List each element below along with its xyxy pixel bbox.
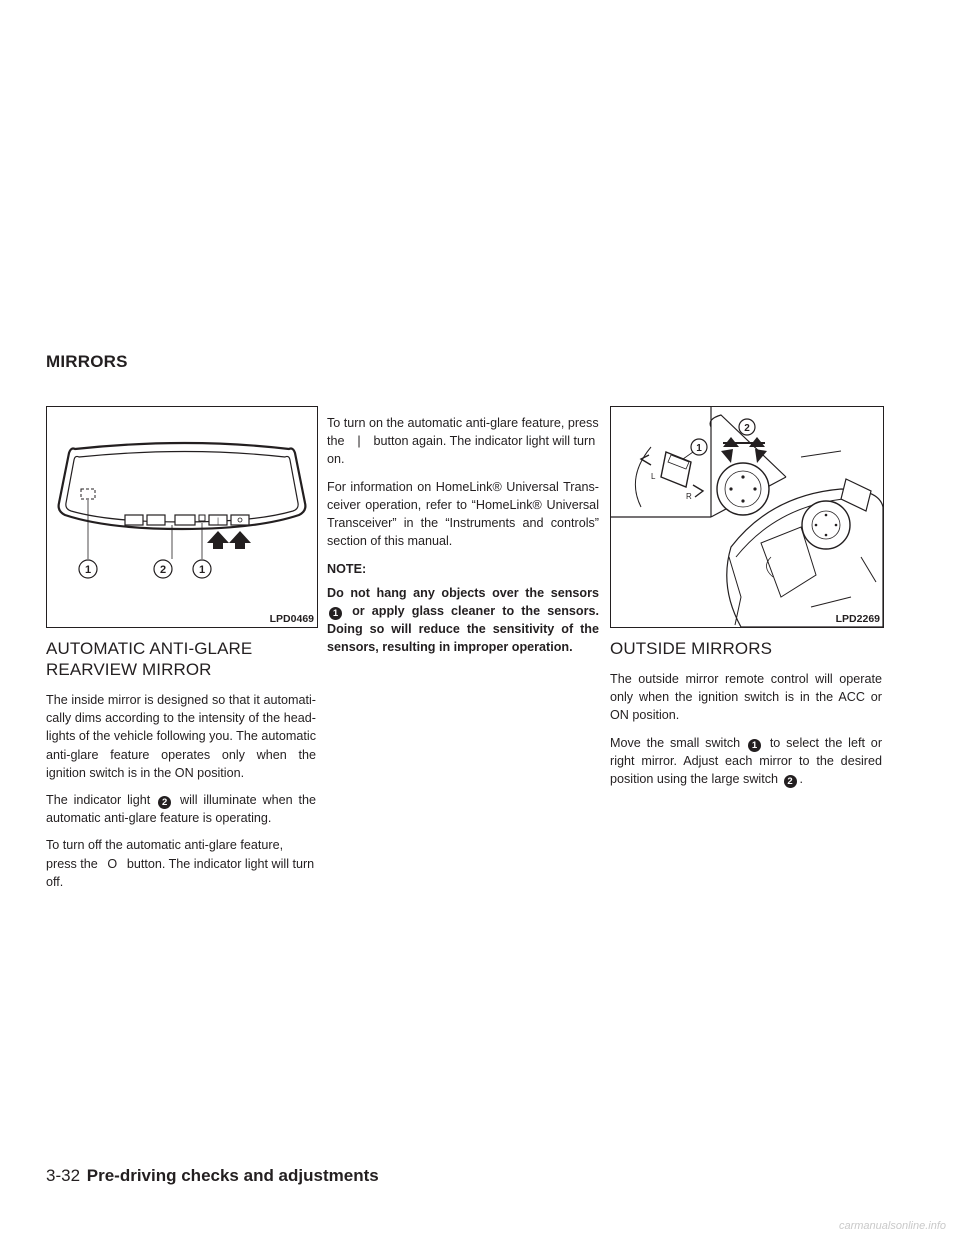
paragraph-text: To turn on the automatic anti-glare feature, press the bbox=[327, 416, 599, 449]
callout-label: 1 bbox=[84, 564, 92, 576]
svg-text:|: | bbox=[217, 518, 219, 525]
anti-glare-continued bbox=[327, 414, 599, 665]
chapter-title: Pre-driving checks and adjustments bbox=[86, 1166, 379, 1185]
paragraph-text: button again. The indicator light will turn on. bbox=[327, 434, 596, 467]
outside-mirror-switch-figure bbox=[610, 406, 884, 628]
paragraph-text: Move the small switch bbox=[610, 735, 741, 750]
anti-glare-heading-line1: AUTOMATIC ANTI-GLARE bbox=[46, 639, 253, 658]
figure-code: LPD2269 bbox=[835, 613, 880, 625]
off-button-glyph: O bbox=[107, 856, 118, 871]
note-text bbox=[327, 584, 599, 657]
callout-label: 1 bbox=[198, 564, 206, 576]
turn-on-paragraph bbox=[327, 414, 599, 469]
outside-mirrors-section bbox=[610, 638, 882, 797]
section-title: MIRRORS bbox=[46, 352, 128, 371]
svg-text:R: R bbox=[686, 492, 692, 501]
callout-2-icon: 2 bbox=[784, 775, 797, 788]
paragraph-text: button. The indicator light will turn off. bbox=[46, 856, 315, 889]
note-label: NOTE: bbox=[327, 562, 367, 577]
paragraph-text: to select the left or right mirror. Adjust each mirror to the desired position using the large switch bbox=[610, 735, 883, 787]
callout-label: 2 bbox=[159, 564, 167, 576]
rearview-mirror-figure bbox=[46, 406, 318, 628]
callout-label: 1 bbox=[696, 443, 702, 454]
paragraph-text: The indicator light bbox=[46, 793, 151, 808]
outside-mirrors-heading: OUTSIDE MIRRORS bbox=[610, 639, 773, 658]
callout-1-icon: 1 bbox=[748, 739, 761, 752]
note-text-part: or apply glass cleaner to the sensors. Doing so will reduce the sensitivity of the sensors, resulting in improper operation. bbox=[327, 603, 600, 655]
paragraph-text: will illuminate when the automatic anti-glare feature is operating. bbox=[46, 793, 317, 826]
page-number: 3-32 bbox=[46, 1166, 81, 1185]
paragraph-text: . bbox=[799, 772, 804, 787]
anti-glare-paragraph-1: The inside mirror is designed so that it automati-cally dims according to the intensity of the head-lights of the vehicle following you. The automatic anti-glare feature operates only when the ignition switch is in the ON position. bbox=[46, 693, 316, 780]
indicator-light-paragraph bbox=[46, 791, 316, 827]
callout-2-icon: 2 bbox=[158, 796, 171, 809]
watermark: carmanualsonline.info bbox=[838, 1220, 946, 1232]
outside-mirrors-paragraph-1: The outside mirror remote control will operate only when the ignition switch is in the ACC or ON position. bbox=[610, 672, 882, 723]
figure-code: LPD0469 bbox=[269, 613, 314, 625]
note-text-part: Do not hang any objects over the sensors bbox=[327, 585, 599, 600]
on-button-glyph: | bbox=[357, 434, 361, 449]
callout-label: 2 bbox=[744, 423, 750, 434]
anti-glare-heading bbox=[46, 638, 316, 680]
page-footer bbox=[46, 1166, 379, 1186]
mirror-switch-illustration bbox=[611, 407, 883, 627]
paragraph-text: To turn off the automatic anti-glare feature, press the bbox=[46, 838, 284, 871]
homelink-paragraph: For information on HomeLink® Universal Trans-ceiver operation, refer to “HomeLink® Universal Transceiver” in the “Instruments and controls” section of this manual. bbox=[327, 479, 599, 549]
callout-1-icon: 1 bbox=[329, 607, 342, 620]
anti-glare-heading-line2: REARVIEW MIRROR bbox=[46, 660, 212, 679]
svg-text:L: L bbox=[651, 472, 656, 481]
outside-mirrors-paragraph-2 bbox=[610, 734, 882, 789]
turn-off-paragraph bbox=[46, 836, 316, 891]
rearview-mirror-illustration bbox=[47, 407, 317, 627]
anti-glare-section bbox=[46, 638, 316, 900]
